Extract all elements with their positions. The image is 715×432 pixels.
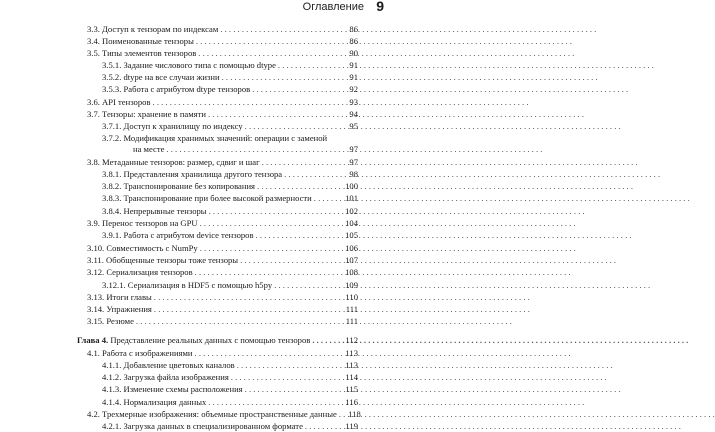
dot-leader — [262, 156, 342, 168]
toc-entry-page: 113 — [345, 347, 358, 358]
page-number: 9 — [376, 0, 384, 14]
toc-entry[interactable] — [102, 168, 358, 180]
toc-entry-number: 4.1. — [87, 347, 100, 358]
dot-leader — [136, 315, 342, 327]
toc-entry[interactable] — [87, 303, 358, 315]
toc-entry-number: 4.1.2. — [102, 371, 122, 382]
toc-entry[interactable] — [87, 35, 358, 47]
toc-entry-title: API тензоров — [102, 97, 151, 108]
toc-entry-number: 3.9.1. — [102, 230, 122, 241]
toc-entry-page: 113 — [345, 359, 358, 370]
toc-entry[interactable] — [102, 359, 358, 371]
toc-entry-page: 91 — [349, 72, 358, 83]
toc-entry-page: 107 — [345, 255, 358, 266]
dot-leader — [154, 303, 342, 315]
toc-entry-page: 119 — [345, 421, 358, 431]
toc-entry-page: 118 — [348, 408, 361, 419]
toc-entry-title: Метаданные тензоров: размер, сдвиг и шаг — [102, 157, 260, 168]
toc-entry-number: 3.6. — [87, 97, 100, 108]
dot-leader — [237, 359, 342, 371]
toc-entry[interactable] — [87, 347, 358, 359]
toc-entry[interactable] — [87, 156, 358, 168]
toc-entry-number: 3.5.1. — [102, 60, 122, 71]
toc-entry-page: 91 — [349, 60, 358, 71]
toc-entry[interactable] — [102, 59, 358, 71]
dot-leader — [209, 205, 342, 217]
toc-entry-page: 111 — [345, 316, 358, 327]
toc-entry-title: dtype на все случаи жизни — [123, 72, 220, 83]
toc-entry-title: Сериализация тензоров — [106, 267, 193, 278]
toc-entry-page: 92 — [349, 84, 358, 95]
dot-leader — [252, 83, 342, 95]
dot-leader — [339, 408, 345, 420]
toc-chapter-number: Глава 4. — [77, 334, 109, 345]
toc-entry-page: 109 — [345, 279, 358, 290]
toc-entry-number: 4.1.3. — [102, 384, 122, 394]
toc-entry-page: 105 — [345, 230, 358, 241]
dot-leader — [222, 71, 342, 83]
toc-entry-page: 93 — [349, 97, 358, 108]
toc-entry-page: 98 — [349, 169, 358, 180]
toc-entry-number: 3.5. — [87, 48, 100, 59]
dot-leader — [278, 59, 342, 71]
dot-leader — [274, 279, 342, 291]
toc-entry-page: 101 — [345, 193, 358, 204]
toc-entry[interactable] — [102, 279, 358, 291]
toc-entry-page: 108 — [345, 267, 358, 278]
toc-entry-title: Работа с изображениями — [102, 347, 193, 358]
toc-entry-number: 3.8. — [87, 157, 100, 168]
toc-entry-title: Загрузка данных в специализированном формате — [123, 421, 303, 431]
dot-leader — [200, 217, 342, 229]
dot-leader — [196, 35, 342, 47]
dot-leader — [256, 229, 342, 241]
toc-entry-page: 86 — [349, 36, 358, 47]
toc-entry-title: Упражнения — [106, 304, 152, 315]
toc-entry[interactable] — [102, 205, 358, 217]
toc-entry-title: Сериализация в HDF5 с помощью h5py — [127, 279, 273, 290]
toc-entry[interactable] — [102, 83, 358, 95]
dot-leader — [195, 266, 342, 278]
toc-entry-title: Работа с атрибутом dtype тензоров — [123, 84, 251, 95]
toc-entry-number: 3.7.2. — [102, 133, 122, 144]
toc-entry-page: 97 — [349, 144, 358, 155]
toc-entry-number: 4.2. — [87, 408, 100, 419]
toc-entry-number: 3.15. — [87, 316, 105, 327]
dot-leader — [314, 192, 342, 204]
toc-entry-title: Поименованные тензоры — [102, 36, 194, 47]
toc-entry-title: на месте — [133, 144, 165, 155]
toc-entry-title: Доступ к тензорам по индексам — [102, 24, 219, 35]
toc-entry-title: Тензоры: хранение в памяти — [102, 109, 206, 120]
toc-entry-title: Добавление цветовых каналов — [123, 359, 235, 370]
dot-leader — [208, 396, 342, 408]
toc-entry-title: Загрузка файла изображения — [123, 371, 229, 382]
toc-entry-page: 95 — [349, 121, 358, 132]
toc-entry[interactable] — [102, 180, 358, 192]
toc-entry-title: Трехмерные изображения: объемные пространственные данные — [102, 408, 337, 419]
toc-entry-number: 4.1.1. — [102, 359, 122, 370]
toc-entry-title: Резюме — [106, 316, 134, 327]
toc-entry-number: 3.10. — [87, 243, 105, 254]
toc-entry-page: 90 — [349, 48, 358, 59]
dot-leader — [305, 420, 342, 432]
toc-entry-page: 111 — [345, 304, 358, 315]
toc-entry-title: Работа с атрибутом device тензоров — [123, 230, 254, 241]
toc-entry-number: 3.4. — [87, 36, 100, 47]
toc-entry[interactable] — [102, 420, 358, 432]
dot-leader — [284, 168, 342, 180]
toc-entry-number: 3.7.1. — [102, 121, 122, 132]
toc-entry[interactable] — [87, 47, 358, 59]
toc-entry[interactable] — [87, 108, 358, 120]
toc-entry-page: 114 — [345, 371, 358, 382]
toc-entry-title: Представления хранилища другого тензора — [123, 169, 283, 180]
toc-entry-number: 3.9. — [87, 218, 100, 229]
toc-entry-number: 3.14. — [87, 304, 105, 315]
toc-entry-number: 3.8.4. — [102, 205, 122, 216]
toc-entry-number: 3.8.3. — [102, 193, 122, 204]
toc-entry-title: Обобщенные тензоры тоже тензоры — [106, 255, 239, 266]
toc-entry[interactable] — [87, 23, 358, 35]
toc-entry-title: Типы элементов тензоров — [102, 48, 197, 59]
toc-entry-page: 110 — [345, 292, 358, 303]
toc-entry-page: 97 — [349, 157, 358, 168]
dot-leader — [154, 291, 342, 303]
toc-entry-number: 3.13. — [87, 292, 105, 303]
toc-entry-page: 115 — [345, 384, 358, 394]
dot-leader — [231, 371, 342, 383]
toc-entry-page: 106 — [345, 243, 358, 254]
toc-entry-number: 3.5.3. — [102, 84, 122, 95]
toc-entry-number: 4.2.1. — [102, 421, 122, 431]
toc-entry[interactable] — [102, 396, 358, 408]
dot-leader — [195, 347, 342, 359]
toc-entry-title: Итоги главы — [106, 292, 152, 303]
toc-entry-title: Транспонирование при более высокой размерности — [123, 193, 312, 204]
toc-entry-title: Изменение схемы расположения — [123, 384, 243, 394]
toc-entry-title: Доступ к хранилищу по индексу — [123, 121, 243, 132]
dot-leader — [153, 96, 342, 108]
toc-entry-page: 112 — [345, 334, 358, 345]
toc-entry[interactable] — [87, 217, 358, 229]
toc-entry-continuation[interactable] — [133, 143, 358, 155]
toc-entry-number: 3.12.1. — [102, 279, 126, 290]
toc-entry-number: 3.5.2. — [102, 72, 122, 83]
toc-entry-title: Непрерывные тензоры — [123, 205, 207, 216]
dot-leader — [240, 254, 342, 266]
toc-entry[interactable] — [102, 120, 358, 132]
toc-entry-page: 116 — [345, 396, 358, 407]
toc-entry-page: 94 — [349, 109, 358, 120]
toc-entry-number: 3.11. — [87, 255, 104, 266]
toc-entry[interactable] — [102, 71, 358, 83]
dot-leader — [245, 383, 342, 395]
toc-entry-title: Модификация хранимых значений: операции с заменой — [123, 133, 328, 144]
toc-entry[interactable] — [102, 383, 358, 395]
toc-entry-page: 100 — [345, 181, 358, 192]
toc-entry[interactable] — [87, 254, 358, 266]
toc-entry-number: 3.8.1. — [102, 169, 122, 180]
toc-entry[interactable] — [87, 408, 361, 420]
toc-entry-number: 3.8.2. — [102, 181, 122, 192]
dot-leader — [198, 47, 342, 59]
toc-entry[interactable] — [102, 371, 358, 383]
toc-entry-page: 86 — [349, 24, 358, 35]
toc-entry-number: 3.7. — [87, 109, 100, 120]
toc-entry-title: Перенос тензоров на GPU — [102, 218, 198, 229]
toc-entry[interactable] — [102, 229, 358, 241]
dot-leader — [220, 23, 342, 35]
toc-entry-number: 3.12. — [87, 267, 105, 278]
dot-leader — [245, 120, 342, 132]
dot-leader — [312, 334, 342, 346]
toc-entry-title: Задание числового типа с помощью dtype — [123, 60, 276, 71]
toc-entry[interactable] — [87, 315, 358, 327]
dot-leader — [257, 180, 342, 192]
dot-leader — [166, 143, 342, 155]
toc-entry[interactable] — [102, 192, 358, 204]
dot-leader — [208, 108, 342, 120]
toc-entry-title: Нормализация данных — [123, 396, 207, 407]
toc-entry-page: 104 — [345, 218, 358, 229]
toc-entry-number: 3.3. — [87, 24, 100, 35]
toc-entry[interactable] — [87, 291, 358, 303]
toc-entry-number: 4.1.4. — [102, 396, 122, 407]
dot-leader — [200, 242, 342, 254]
toc-entry[interactable] — [87, 96, 358, 108]
toc-entry-title: Транспонирование без копирования — [123, 181, 256, 192]
running-header-title: Оглавление — [302, 1, 364, 13]
toc-entry-page: 102 — [345, 205, 358, 216]
toc-chapter-entry[interactable] — [77, 334, 358, 346]
toc-entry-title: Совместимость с NumPy — [106, 243, 198, 254]
toc-entry-title: Представление реальных данных с помощью тензоров — [110, 334, 311, 345]
page-header — [0, 0, 420, 20]
toc-entry[interactable] — [87, 242, 358, 254]
toc-entry[interactable] — [87, 266, 358, 278]
